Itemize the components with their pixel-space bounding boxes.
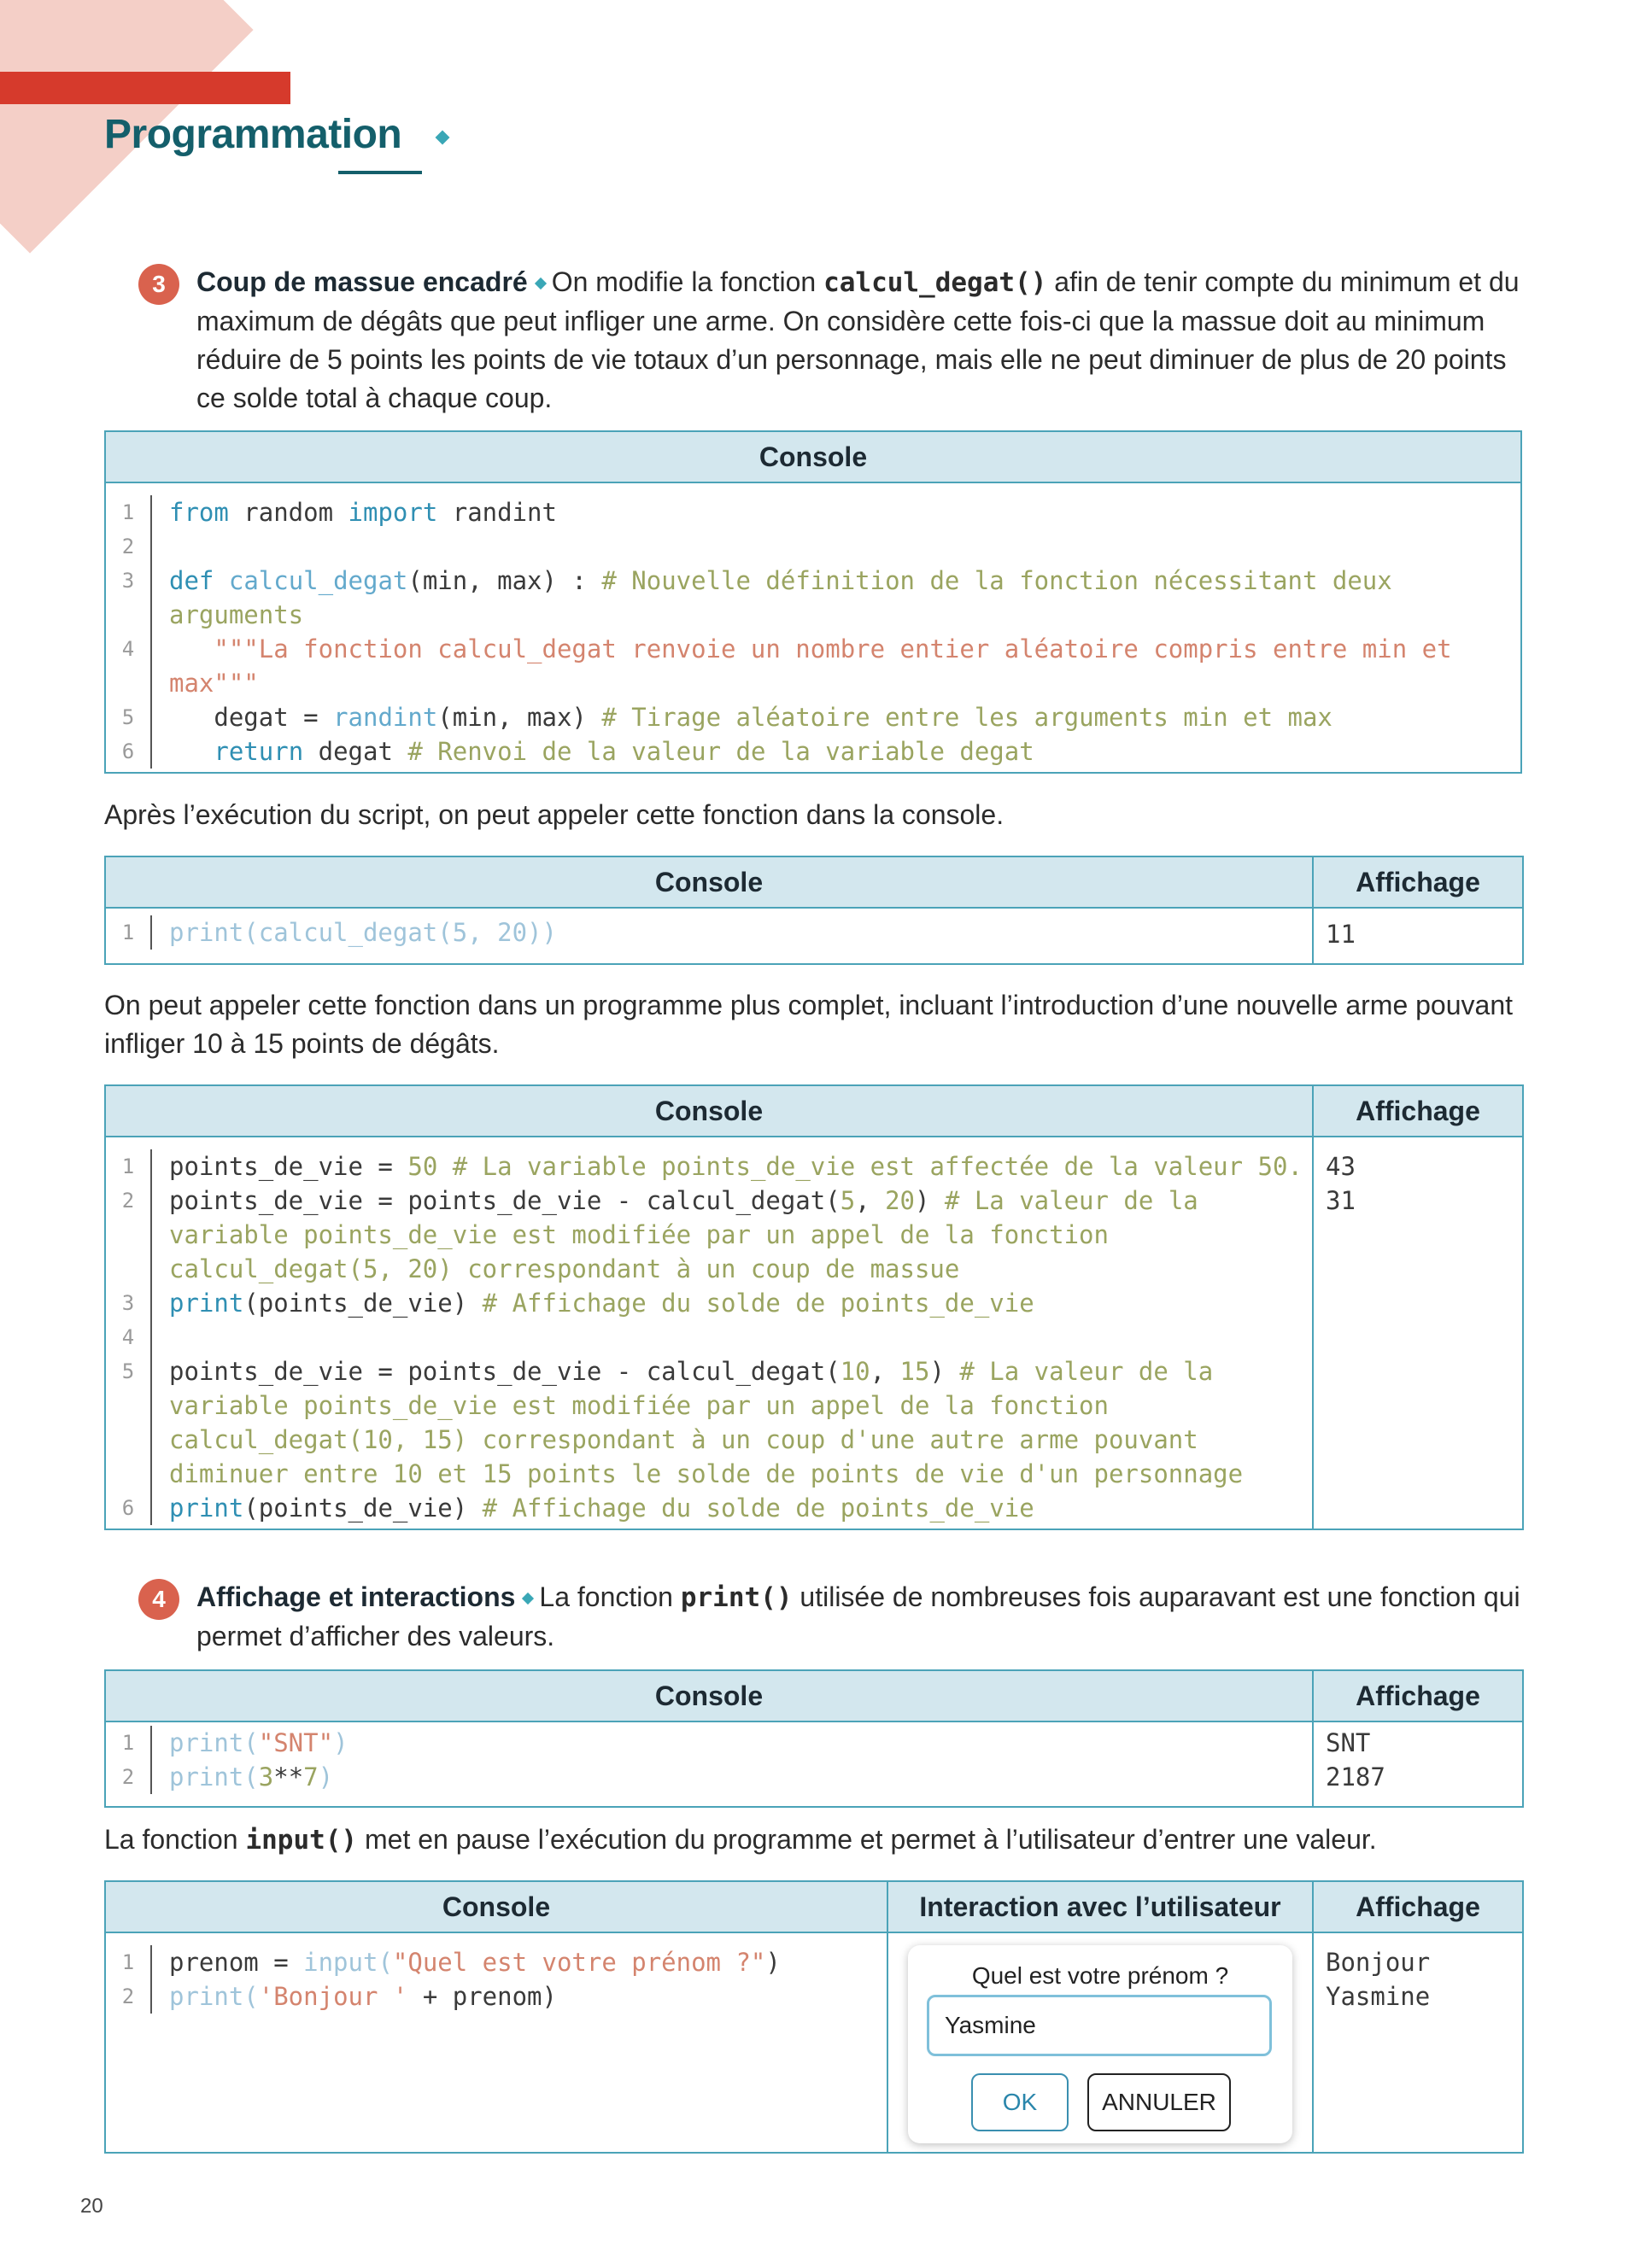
code-block: 1 from random import randint 2 3 def calcul_degat(min, max) : # Nouvelle définition de la fonction nécessitant deux arguments 4 """La fonction calcul_degat renvoie un nombre entier aléatoire compris entre min et max""" 5 degat = randint(min, max) # Tirage aléatoire entre les arguments min et max 6 return degat # Renvoi de la valeur de la variable degat	[106, 483, 1520, 772]
code-line: points_de_vie = points_de_vie - calcul_degat(5, 20) # La valeur de la variable points_de_vie est modifiée par un appel de la fonction calcul_degat(5, 20) correspondant à un coup de massue	[169, 1186, 1214, 1283]
code-line: print(points_de_vie) # Affichage du solde de points_de_vie	[169, 1493, 1034, 1523]
inline-code: print()	[680, 1582, 793, 1613]
title-underline	[338, 171, 422, 174]
code-line: """La fonction calcul_degat renvoie un nombre entier aléatoire compris entre min et max"""	[169, 634, 1467, 698]
console-header: Console	[105, 1670, 1313, 1721]
code-line	[152, 1320, 184, 1354]
code-block: 1 prenom = input("Quel est votre prénom ?") 2 print('Bonjour ' + prenom)	[106, 1933, 887, 2017]
code-line: points_de_vie = points_de_vie - calcul_degat(10, 15) # La valeur de la variable points_de_vie est modifiée par un appel de la fonction calcul_degat(10, 15) correspondant à un coup d'une autre arme pouvant diminuer entre 10 et 15 points le solde de points de vie d'un personnage	[169, 1357, 1244, 1488]
code-line: print(3**7)	[169, 1762, 334, 1792]
code-line: points_de_vie = 50 # La variable points_de_vie est affectée de la valeur 50.	[169, 1152, 1303, 1181]
code-block: 1 print("SNT") 2 print(3**7)	[106, 1722, 1312, 1797]
console-table-1	[104, 430, 1522, 774]
output-header: Affichage	[1313, 1670, 1523, 1721]
code-block: 1 print(calcul_degat(5, 20))	[106, 909, 1312, 955]
code-block: 1 points_de_vie = 50 # La variable points_de_vie est affectée de la valeur 50. 2 points_de_vie = points_de_vie - calcul_degat(5, 20) # La valeur de la variable points_de_vie est modifiée par un appel de la fonction calcul_degat(5, 20) correspondant à un coup de massue 3 print(points_de_vie) # Affichage du solde de points_de_vie 4 5 points_de_vie = points_de_vie - calcul_degat(10, 15) # La valeur de la variable points_de_vie est modifiée par un appel de la fonction calcul_degat(10, 15) correspondant à un coup d'une autre arme pouvant diminuer entre 10 et 15 points le solde de points de vie d'un personnage 6 print(points_de_vie) # Affichage du solde de points_de_vie	[106, 1137, 1312, 1529]
output-block: SNT 2187	[1326, 1728, 1385, 1792]
code-line: print(points_de_vie) # Affichage du solde de points_de_vie	[169, 1289, 1034, 1318]
output-header: Affichage	[1313, 856, 1523, 908]
page-title: Programmation	[104, 112, 402, 157]
code-line: print("SNT")	[169, 1728, 348, 1757]
code-line: from random import randint	[169, 498, 557, 527]
paragraph: La fonction input() met en pause l’exécution du programme et permet à l’utilisateur d’entrer une valeur.	[104, 1824, 1377, 1856]
exercise-text: On modifie la fonction	[551, 266, 817, 297]
console-table-4	[104, 1669, 1524, 1808]
code-line: def calcul_degat(min, max) : # Nouvelle définition de la fonction nécessitant deux arguments	[169, 566, 1408, 629]
code-line: prenom = input("Quel est votre prénom ?")	[169, 1948, 781, 1977]
cancel-button[interactable]: ANNULER	[1087, 2073, 1231, 2131]
input-dialog	[908, 1945, 1292, 2143]
name-input[interactable]: Yasmine	[927, 1995, 1272, 2056]
output-block: 11	[1326, 920, 1356, 949]
diamond-icon	[522, 1593, 534, 1605]
console-header: Console	[105, 1881, 887, 1932]
code-line: print(calcul_degat(5, 20))	[169, 918, 557, 947]
exercise-title: Affichage et interactions	[196, 1581, 516, 1612]
dialog-prompt: Quel est votre prénom ?	[971, 1962, 1229, 1989]
exercise-text: utilisée de nombreuses fois auparavant est une fonction qui permet d’afficher des valeurs.	[196, 1581, 1520, 1651]
diamond-icon	[436, 131, 450, 145]
inline-code: calcul_degat()	[823, 267, 1047, 298]
console-header: Console	[105, 856, 1313, 908]
exercise-number: 3	[138, 264, 179, 305]
exercise-text: afin de tenir compte du minimum et du maximum de dégâts que peut infliger une arme. On considère cette fois-ci que la massue doit au minimum réduire de 5 points les points de vie totaux d’un personnage, mais elle ne peut diminuer de plus de 20 points ce solde total à chaque coup.	[196, 266, 1520, 413]
exercise-3	[152, 263, 1520, 418]
console-table-5	[104, 1880, 1524, 2154]
exercise-title: Coup de massue encadré	[196, 266, 528, 297]
exercise-number: 4	[138, 1579, 179, 1620]
console-header: Console	[105, 431, 1521, 482]
console-table-3	[104, 1084, 1524, 1530]
paragraph: Après l’exécution du script, on peut appeler cette fonction dans la console.	[104, 799, 1004, 830]
diamond-icon	[535, 278, 547, 289]
header-accent-bar	[0, 72, 290, 104]
ok-button[interactable]: OK	[971, 2073, 1069, 2131]
exercise-4	[152, 1578, 1520, 1656]
page-number: 20	[80, 2195, 103, 2218]
output-header: Affichage	[1313, 1881, 1523, 1932]
output-block: Bonjour Yasmine	[1326, 1948, 1431, 2011]
console-table-2	[104, 856, 1524, 965]
exercise-text: La fonction	[539, 1581, 673, 1612]
output-block: 43 31	[1326, 1152, 1356, 1215]
inline-code: input()	[245, 1825, 358, 1856]
paragraph: On peut appeler cette fonction dans un programme plus complet, incluant l’introduction d’une nouvelle arme pouvant infliger 10 à 15 points de dégâts.	[104, 990, 1513, 1059]
output-header: Affichage	[1313, 1085, 1523, 1137]
code-line: print('Bonjour ' + prenom)	[169, 1982, 557, 2011]
code-line	[152, 529, 184, 564]
code-line: return degat # Renvoi de la valeur de la variable degat	[214, 737, 1034, 766]
interaction-header: Interaction avec l’utilisateur	[887, 1881, 1313, 1932]
console-header: Console	[105, 1085, 1313, 1137]
code-line: degat = randint(min, max) # Tirage aléatoire entre les arguments min et max	[169, 703, 1332, 732]
